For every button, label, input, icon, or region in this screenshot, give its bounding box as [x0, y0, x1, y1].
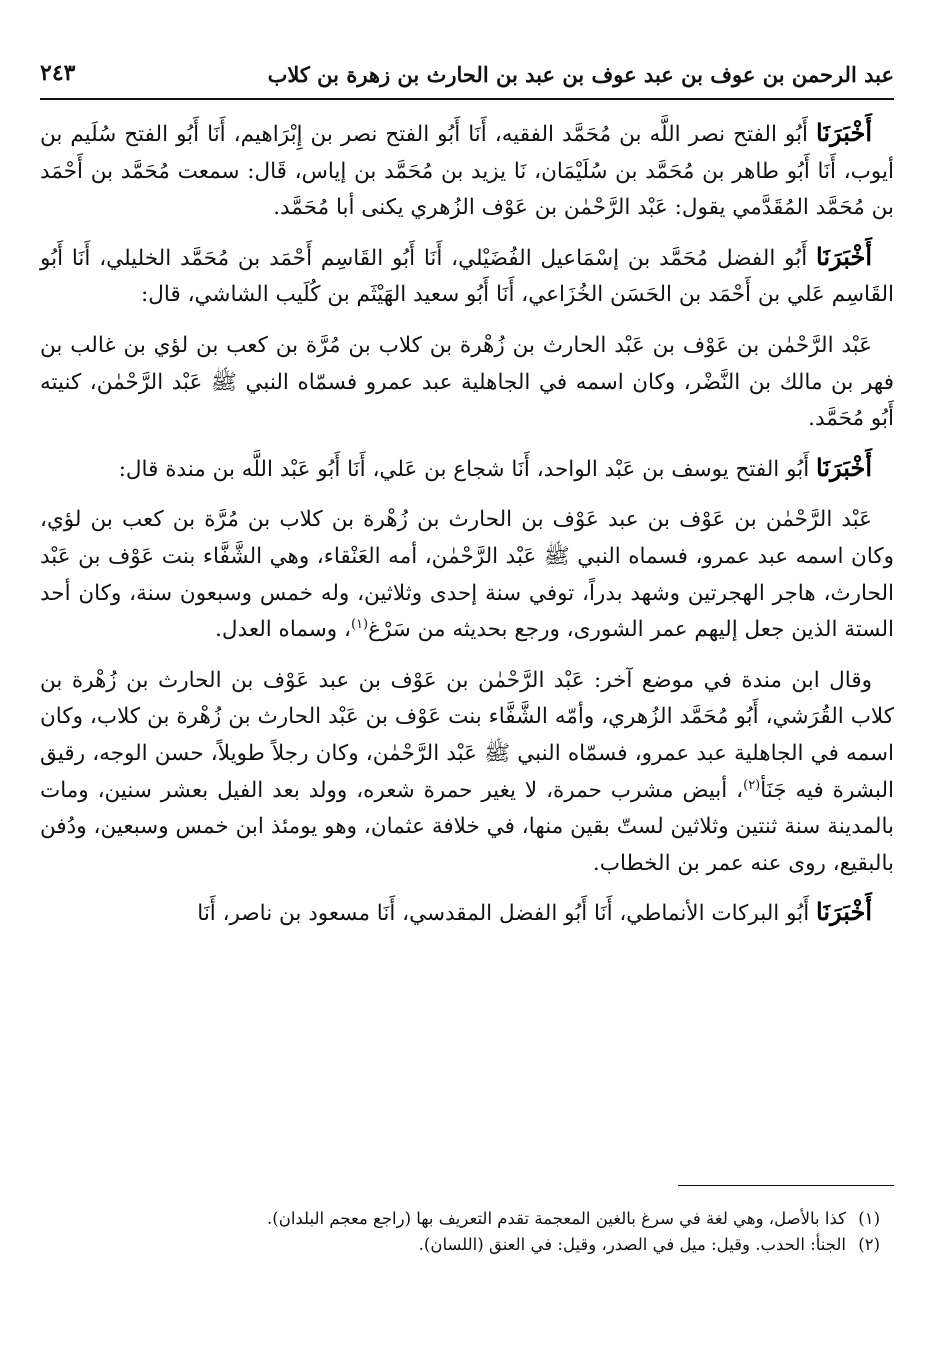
- paragraph-tail: ، أبيض مشرب حمرة، لا يغير حمرة شعره، وولد بعد الفيل بعشر سنين، ومات بالمدينة سنة ثنتين وثلاثين لستّ بقين منها، في خلافة عثمان، وهو يومئذ ابن خمس وسبعين، ودُفن بالبقيع، روى عنه عمر بن الخطاب.: [40, 777, 895, 876]
- paragraph-lead: أَخْبَرَنَا: [816, 118, 872, 147]
- footnote-number: (١): [858, 1209, 880, 1228]
- paragraph: [40, 115, 894, 227]
- footnote-reference[interactable]: (١): [350, 616, 369, 632]
- paragraph-tail: ، وسماه العدل.: [215, 617, 351, 643]
- paragraph-text: عَبْد الرَّحْمٰن بن عَوْف بن عبد عَوْف بن الحارث بن زُهْرة بن كلاب بن مُرَّة بن كعب بن لؤي، وكان اسمه عبد عمرو، فسماه النبي ﷺ عَبْد الرَّحْمٰن، أمه العَنْقاء، وهي الشَّفَّاء بنت عَوْف بن عَبْد الحارث، هاجر الهجرتين وشهد بدراً، توفي سنة إحدى وثلاثين، وله خمس وسبعون سنة، وكان أحد الستة الذين جعل إليهم عمر الشورى، ورجع بحديثه من سَرْغ: [40, 507, 894, 643]
- main-text: [40, 115, 894, 945]
- paragraph-text: أَبُو الفضل مُحَمَّد بن إسْمَاعيل الفُضَيْلي، أَنَا أَبُو القَاسِم أَحْمَد بن مُحَمَّد الخليلي، أَنَا أَبُو القَاسِم عَلي بن أَحْمَد بن الحَسَن الخُزَاعي، أَنَا أَبُو سعيد الهَيْثَم بن كُلَيب الشاشي، قال:: [40, 245, 894, 308]
- paragraph-text: عَبْد الرَّحْمٰن بن عَوْف بن عَبْد الحارث بن زُهْرة بن كلاب بن مُرَّة بن كعب بن لؤي بن غالب بن فهر بن مالك بن النَّضْر، وكان اسمه في الجاهلية عبد عمرو فسمّاه النبي ﷺ عَبْد الرَّحْمٰن، كنيته أَبُو مُحَمَّد.: [40, 332, 894, 432]
- paragraph-lead: أَخْبَرَنَا: [816, 897, 872, 927]
- paragraph-text: وقال ابن مندة في موضع آخر: عَبْد الرَّحْمٰن بن عَوْف بن عبد عَوْف بن الحارث بن زُهْرة بن كلاب القُرَشي، أَبُو مُحَمَّد الزُهري، وأمّه الشَّفَّاء بنت عَوْف بن عَبْد الحارث بن زُهْرة بن كلاب، وكان اسمه في الجاهلية عبد عمرو، فسمّاه النبي ﷺ عَبْد الرَّحْمٰن، وكان رجلاً طويلاً، حسن الوجه، رقيق البشرة فيه جَنَأ: [40, 667, 894, 803]
- footnotes: [40, 1206, 880, 1258]
- page-number: ٢٤٣: [40, 60, 76, 86]
- paragraph: [40, 450, 894, 489]
- footnote-text: كذا بالأصل، وهي لغة في سرغ بالغين المعجمة تقدم التعريف بها (راجع معجم البلدان).: [267, 1209, 846, 1228]
- footnote-text: الجنأ: الحدب. وقيل: ميل في الصدر، وقيل: في العنق (اللسان).: [418, 1235, 846, 1254]
- paragraph: [40, 500, 894, 648]
- paragraph-lead: أَخْبَرَنَا: [816, 452, 872, 482]
- running-header: [40, 58, 894, 100]
- paragraph: [40, 894, 894, 933]
- footnote-separator: [678, 1185, 894, 1186]
- paragraph-text: أَبُو الفتح يوسف بن عَبْد الواحد، أَنَا شجاع بن عَلي، أَنَا أَبُو عَبْد اللَّه بن مندة قال:: [118, 456, 817, 482]
- paragraph-lead: أَخْبَرَنَا: [816, 241, 872, 271]
- footnote: [40, 1232, 880, 1258]
- footnote-number: (٢): [858, 1235, 880, 1254]
- header-title: عبد الرحمن بن عوف بن عبد عوف بن عبد بن الحارث بن زهرة بن كلاب: [267, 62, 894, 87]
- paragraph: [40, 239, 894, 314]
- footnote-reference[interactable]: (٢): [743, 777, 761, 793]
- paragraph: [40, 326, 894, 438]
- paragraph-text: أَبُو الفتح نصر اللَّه بن مُحَمَّد الفقيه، أَنَا أَبُو الفتح نصر بن إِبْرَاهيم، أَنَا أَبُو الفتح سُلَيم بن أيوب، أَنَا أَبُو طاهر بن مُحَمَّد بن سُلَيْمَان، نَا يزيد بن مُحَمَّد بن إياس، قَال: سمعت مُحَمَّد بن أَحْمَد بن مُحَمَّد المُقَدَّمي يقول: عَبْد الرَّحْمٰن بن عَوْف الزُهري يكنى أبا مُحَمَّد.: [40, 122, 894, 221]
- paragraph: [40, 661, 894, 883]
- paragraph-text: أَبُو البركات الأنماطي، أَنَا أَبُو الفضل المقدسي، أَنَا مسعود بن ناصر، أَنَا: [197, 901, 817, 927]
- footnote: [40, 1206, 880, 1232]
